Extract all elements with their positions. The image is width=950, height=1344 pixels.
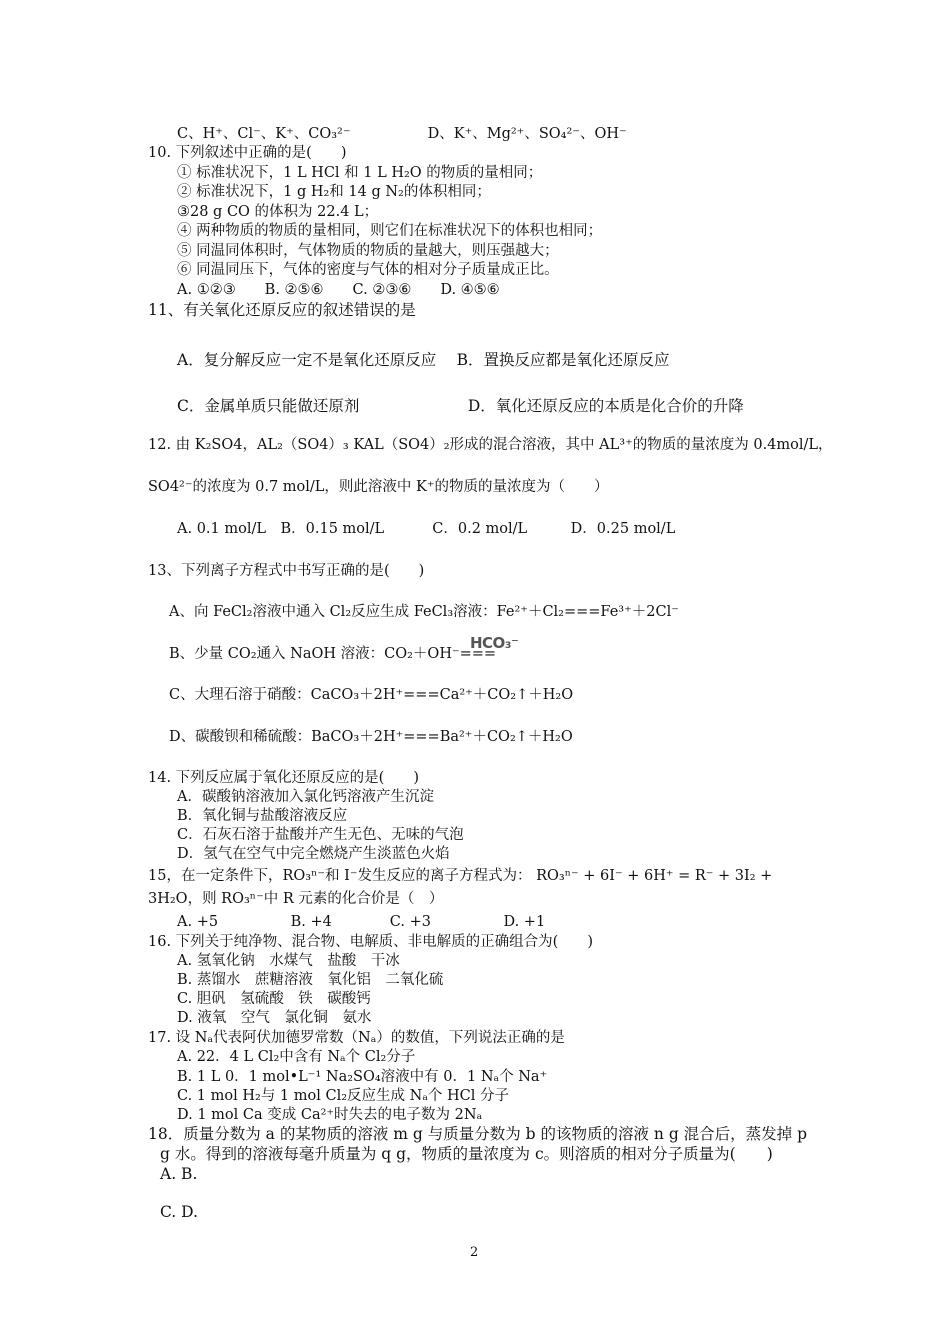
q16-option-a: A. 氢氧化钠 水煤气 盐酸 干冰 bbox=[177, 953, 400, 969]
q10-item-3: ③28 g CO 的体积为 22.4 L； bbox=[177, 204, 379, 220]
q13-option-d: D、碳酸钡和稀硫酸：BaCO₃＋2H⁺===Ba²⁺＋CO₂↑＋H₂O bbox=[169, 729, 573, 745]
q13-option-a: A、向 FeCl₂溶液中通入 Cl₂反应生成 FeCl₃溶液：Fe²⁺＋Cl₂===Fe³⁺＋2Cl⁻ bbox=[169, 604, 679, 620]
q13-option-b: B、少量 CO₂通入 NaOH 溶液：CO₂＋OH⁻=== bbox=[169, 646, 497, 662]
q10-options: A. ①②③ B. ②⑤⑥ C. ②③⑥ D. ④⑤⑥ bbox=[177, 282, 500, 298]
q12-stem-line1: 12. 由 K₂SO4，AL₂（SO4）₃ KAL（SO4）₂形成的混合溶液，其中 AL³⁺的物质的量浓度为 0.4mol/L， bbox=[148, 437, 833, 453]
q14-option-b: B．氧化铜与盐酸溶液反应 bbox=[177, 808, 348, 824]
q11-options-ab: A．复分解反应一定不是氧化还原反应 B．置换反应都是氧化还原反应 bbox=[177, 351, 670, 369]
q17-stem: 17. 设 Nₐ代表阿伏加德罗常数（Nₐ）的数值，下列说法正确的是 bbox=[148, 1030, 565, 1046]
q11-stem: 11、有关氧化还原反应的叙述错误的是 bbox=[148, 301, 416, 319]
q17-option-d: D. 1 mol Ca 变成 Ca²⁺时失去的电子数为 2Nₐ bbox=[177, 1107, 483, 1123]
q18-stem-line1: 18．质量分数为 a 的某物质的溶液 m g 与质量分数为 b 的该物质的溶液 n g 混合后，蒸发掉 p bbox=[148, 1125, 808, 1143]
q16-stem: 16. 下列关于纯净物、混合物、电解质、非电解质的正确组合为( ) bbox=[148, 934, 593, 950]
page-number: 2 bbox=[470, 1245, 479, 1260]
q18-options-cd: C. D. bbox=[160, 1203, 198, 1221]
q12-stem-line2: SO4²⁻的浓度为 0.7 mol/L，则此溶液中 K⁺的物质的量浓度为（ ） bbox=[148, 479, 609, 495]
q14-option-c: C．石灰石溶于盐酸并产生无色、无味的气泡 bbox=[177, 827, 464, 843]
q15-options: A. +5 B. +4 C. +3 D. +1 bbox=[177, 914, 546, 930]
q13-stem: 13、下列离子方程式中书写正确的是( ) bbox=[148, 563, 425, 579]
q9-options-cd: C、H⁺、Cl⁻、K⁺、CO₃²⁻ D、K⁺、Mg²⁺、SO₄²⁻、OH⁻ bbox=[177, 126, 627, 142]
q10-item-5: ⑤ 同温同体积时，气体物质的物质的量越大，则压强越大； bbox=[177, 243, 559, 259]
q16-option-d: D. 液氧 空气 氯化铜 氨水 bbox=[177, 1010, 372, 1026]
q10-item-6: ⑥ 同温同压下，气体的密度与气体的相对分子质量成正比。 bbox=[177, 262, 559, 278]
q14-option-a: A．碳酸钠溶液加入氯化钙溶液产生沉淀 bbox=[177, 789, 434, 805]
q14-option-d: D．氢气在空气中完全燃烧产生淡蓝色火焰 bbox=[177, 846, 450, 862]
q15-stem-line2: 3H₂O，则 RO₃ⁿ⁻中 R 元素的化合价是（ ） bbox=[148, 891, 444, 907]
q12-options: A. 0.1 mol/L B．0.15 mol/L C．0.2 mol/L D．0.25 mol/L bbox=[177, 521, 676, 537]
q16-option-c: C. 胆矾 氢硫酸 铁 碳酸钙 bbox=[177, 991, 371, 1007]
q14-stem: 14. 下列反应属于氧化还原反应的是( ) bbox=[148, 770, 419, 786]
q13-option-c: C、大理石溶于硝酸：CaCO₃＋2H⁺===Ca²⁺＋CO₂↑＋H₂O bbox=[169, 687, 574, 703]
q15-stem-line1: 15，在一定条件下，RO₃ⁿ⁻和 I⁻发生反应的离子方程式为： RO₃ⁿ⁻ + 6I⁻ + 6H⁺ = R⁻ + 3I₂ + bbox=[148, 868, 773, 884]
q10-item-4: ④ 两种物质的物质的量相同，则它们在标准状况下的体积也相同； bbox=[177, 223, 603, 239]
q10-item-1: ① 标准状况下，1 L HCl 和 1 L H₂O 的物质的量相同； bbox=[177, 165, 543, 181]
q18-stem-line2: g 水。得到的溶液每毫升质量为 q g，物质的量浓度为 c。则溶质的相对分子质量为( ) bbox=[160, 1145, 773, 1163]
q17-option-c: C. 1 mol H₂与 1 mol Cl₂反应生成 Nₐ个 HCl 分子 bbox=[177, 1088, 510, 1104]
q11-options-cd: C．金属单质只能做还原剂 D．氧化还原反应的本质是化合价的升降 bbox=[177, 397, 744, 415]
q10-item-2: ② 标准状况下，1 g H₂和 14 g N₂的体积相同； bbox=[177, 184, 491, 200]
q17-option-a: A. 22．4 L Cl₂中含有 Nₐ个 Cl₂分子 bbox=[177, 1049, 416, 1065]
q16-option-b: B. 蒸馏水 蔗糖溶液 氧化铝 二氧化硫 bbox=[177, 972, 444, 988]
hco3-formula-image: HCO₃⁻ bbox=[470, 634, 519, 652]
q17-option-b: B. 1 L 0．1 mol•L⁻¹ Na₂SO₄溶液中有 0．1 Nₐ个 Na⁺ bbox=[177, 1069, 548, 1085]
q10-stem: 10. 下列叙述中正确的是( ) bbox=[148, 145, 347, 161]
q18-options-ab: A. B. bbox=[160, 1165, 198, 1183]
